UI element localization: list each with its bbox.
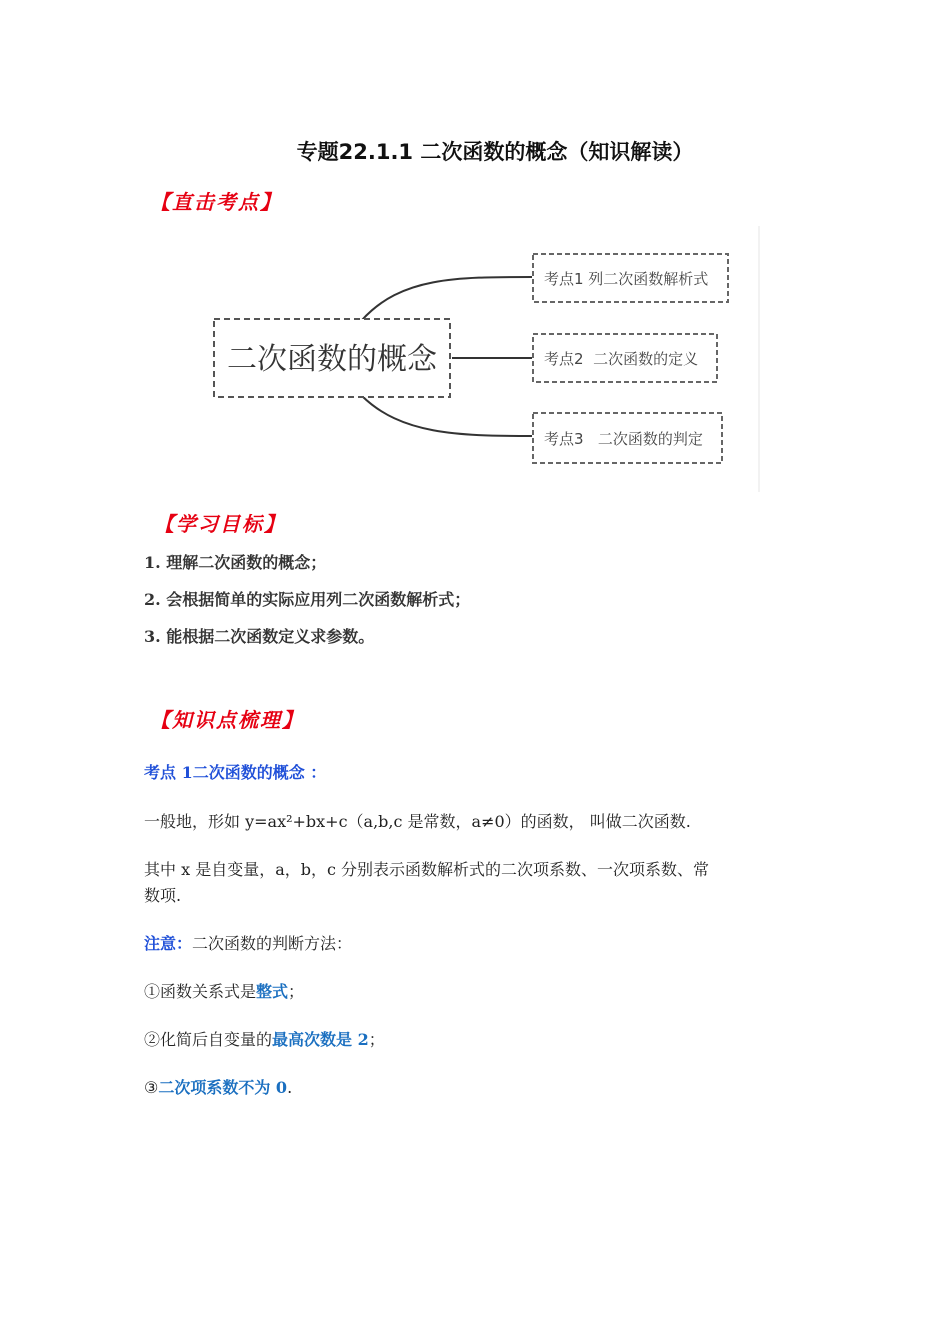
note-text: 二次函数的判断方法： <box>192 934 353 953</box>
rule-2-highlight: 最高次数是 2 <box>272 1030 369 1049</box>
mind-map-diagram <box>196 222 762 494</box>
objective-3: 3. 能根据二次函数定义求参数。 <box>144 627 375 646</box>
section-direct-points: 【直击考点】 <box>150 190 282 214</box>
rule-2-text: ②化简后自变量的 <box>144 1030 273 1049</box>
rule-3-highlight: 二次项系数不为 0 <box>158 1078 288 1097</box>
note-label: 注意： <box>144 934 193 953</box>
coefficient-line-2: 数项. <box>144 886 182 905</box>
rule-2-end: ； <box>368 1030 385 1049</box>
objective-1: 1. 理解二次函数的概念； <box>144 553 327 572</box>
rule-1 <box>144 979 304 1002</box>
note-line <box>144 931 352 954</box>
center-node-label: 二次函数的概念 <box>227 342 437 377</box>
connector-3 <box>362 396 532 436</box>
rule-3-end: . <box>287 1078 293 1097</box>
objective-2: 2. 会根据简单的实际应用列二次函数解析式； <box>144 590 471 609</box>
coefficient-line-1: 其中 x 是自变量，a，b，c 分别表示函数解析式的二次项系数、一次项系数、常 <box>144 860 710 879</box>
rule-3-text: ③ <box>144 1078 159 1097</box>
section-knowledge-summary: 【知识点梳理】 <box>150 708 304 732</box>
rule-1-end: ； <box>288 982 305 1001</box>
section-learning-objectives: 【学习目标】 <box>154 512 286 536</box>
rule-3 <box>144 1075 292 1098</box>
rule-1-highlight: 整式 <box>256 982 289 1001</box>
connector-1 <box>362 277 532 320</box>
branch-3-label: 考点3 二次函数的判定 <box>544 430 703 448</box>
branch-1-label: 考点1 列二次函数解析式 <box>544 270 709 288</box>
rule-2 <box>144 1027 385 1050</box>
page-title: 专题22.1.1 二次函数的概念（知识解读） <box>296 140 694 164</box>
rule-1-text: ①函数关系式是 <box>144 982 257 1001</box>
branch-2-label: 考点2 二次函数的定义 <box>544 350 699 368</box>
point-1-heading: 考点 1二次函数的概念 ： <box>144 763 327 782</box>
definition-line: 一般地，形如 y=ax²+bx+c（a,b,c 是常数，a≠0）的函数， 叫做二次函数. <box>144 812 691 831</box>
